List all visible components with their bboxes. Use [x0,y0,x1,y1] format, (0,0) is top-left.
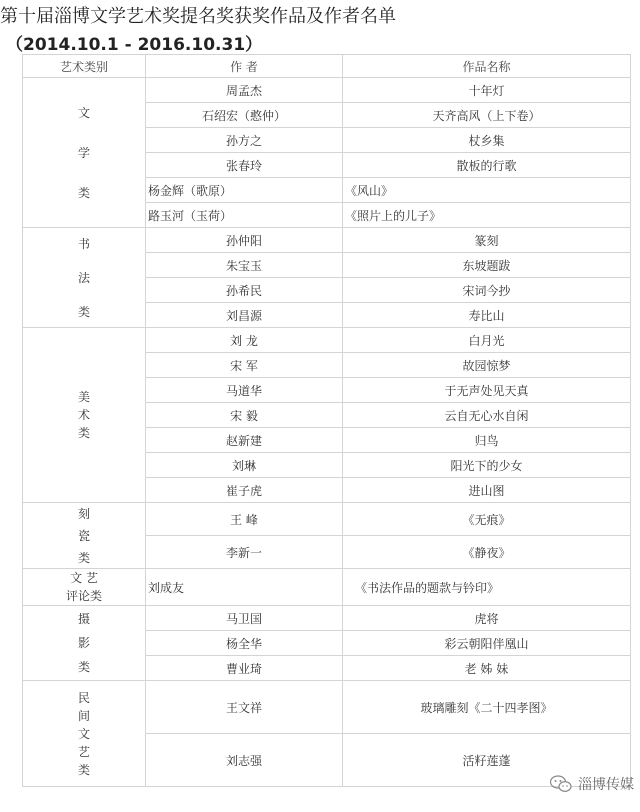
work-cell: 故园惊梦 [343,353,631,378]
work-cell: 虎将 [343,606,631,631]
work-cell: 散板的行歌 [343,153,631,178]
work-cell: 阳光下的少女 [343,453,631,478]
author-cell: 周孟杰 [146,78,343,103]
table-row [23,328,631,353]
header-category: 艺术类别 [23,55,146,78]
header-work: 作品名称 [343,55,631,78]
watermark-text: 淄博传媒 [578,777,634,793]
work-cell: 十年灯 [343,78,631,103]
author-cell: 石绍宏（憨仲） [146,103,343,128]
work-cell: 于无声处见天真 [343,378,631,403]
work-cell: 《静夜》 [343,536,631,569]
author-cell: 刘昌源 [146,303,343,328]
work-cell: 活籽莲蓬 [343,734,631,787]
table-row [23,228,631,253]
author-cell: 马卫国 [146,606,343,631]
table-row [23,569,631,606]
work-cell: 杖乡集 [343,128,631,153]
author-cell: 路玉河（玉荷） [146,203,343,228]
work-cell: 篆刻 [343,228,631,253]
work-cell: 老 姊 妹 [343,656,631,681]
author-cell: 崔子虎 [146,478,343,503]
author-cell: 刘成友 [146,569,343,606]
author-cell: 刘琳 [146,453,343,478]
category-photography: 摄 影 类 [23,606,146,681]
document-period: （2014.10.1 - 2016.10.31） [6,35,263,55]
author-cell: 孙方之 [146,128,343,153]
author-cell: 杨金辉（歌原） [146,178,343,203]
work-cell: 宋词今抄 [343,278,631,303]
author-cell: 曹业琦 [146,656,343,681]
work-cell: 进山图 [343,478,631,503]
work-cell: 彩云朝阳伴凰山 [343,631,631,656]
author-cell: 朱宝玉 [146,253,343,278]
watermark [550,774,634,794]
author-cell: 张春玲 [146,153,343,178]
author-cell: 李新一 [146,536,343,569]
author-cell: 孙仲阳 [146,228,343,253]
author-cell: 宋 军 [146,353,343,378]
category-fine-art: 美 术 类 [23,328,146,503]
work-cell: 云自无心水自闲 [343,403,631,428]
author-cell: 刘志强 [146,734,343,787]
work-cell: 寿比山 [343,303,631,328]
category-folk-art: 民 间 文 艺 类 [23,681,146,787]
work-cell: 归鸟 [343,428,631,453]
work-cell: 玻璃雕刻《二十四孝图》 [343,681,631,734]
author-cell: 孙希民 [146,278,343,303]
table-row [23,681,631,734]
category-engraved-porcelain: 刻 瓷 类 [23,503,146,569]
table-row [23,503,631,536]
author-cell: 赵新建 [146,428,343,453]
author-cell: 王 峰 [146,503,343,536]
award-table [22,54,631,787]
author-cell: 刘 龙 [146,328,343,353]
document-title: 第十届淄博文学艺术奖提名奖获奖作品及作者名单 [0,6,396,27]
work-cell: 白月光 [343,328,631,353]
work-cell: 《书法作品的题款与钤印》 [343,569,631,606]
work-cell: 天齐高风（上下卷） [343,103,631,128]
work-cell: 《风山》 [343,178,631,203]
category-calligraphy: 书 法 类 [23,228,146,328]
author-cell: 杨全华 [146,631,343,656]
category-literature: 文 学 类 [23,78,146,228]
table-row [23,78,631,103]
author-cell: 马道华 [146,378,343,403]
work-cell: 《照片上的儿子》 [343,203,631,228]
table-header-row [23,55,631,78]
work-cell: 东坡题跋 [343,253,631,278]
header-author: 作 者 [146,55,343,78]
wechat-icon [550,775,572,793]
author-cell: 王文祥 [146,681,343,734]
table-row [23,606,631,631]
category-criticism: 文 艺 评论类 [23,569,146,606]
author-cell: 宋 毅 [146,403,343,428]
work-cell: 《无痕》 [343,503,631,536]
